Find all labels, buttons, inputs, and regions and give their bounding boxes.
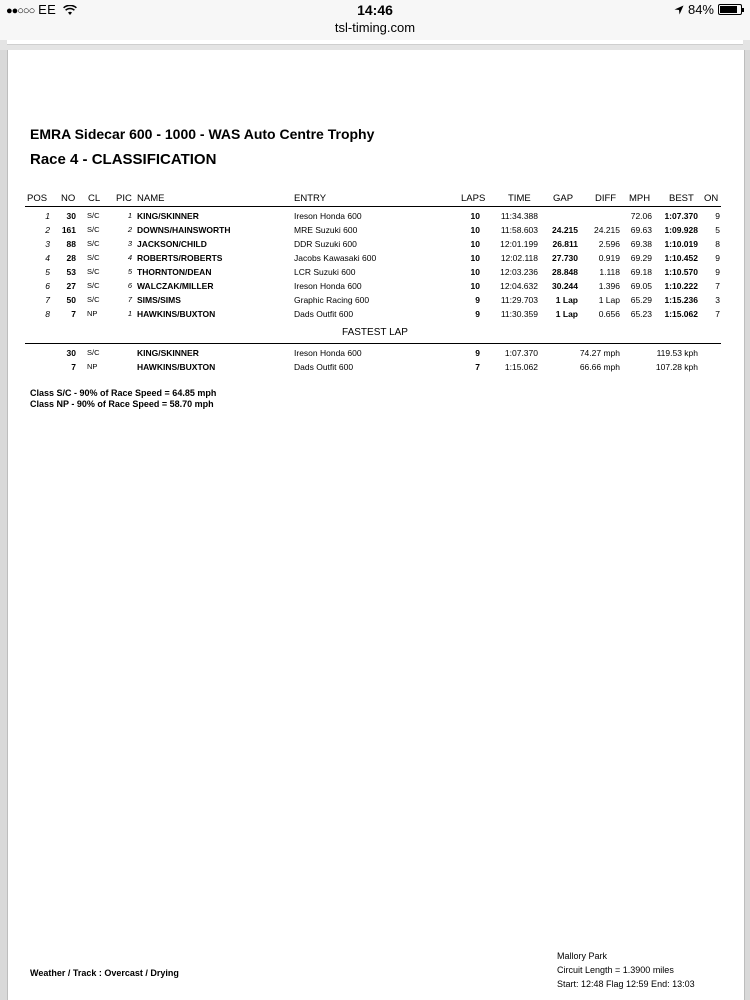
- cell-no: 28: [66, 253, 76, 263]
- cell-best: 1:10.452: [664, 253, 698, 263]
- race-speed-note: Class S/C - 90% of Race Speed = 64.85 mph: [30, 388, 217, 398]
- col-name: NAME: [137, 193, 165, 204]
- cell-no: 88: [66, 239, 76, 249]
- clock: 14:46: [357, 2, 393, 18]
- cell-best: 1:15.236: [664, 295, 698, 305]
- cell-cl: S/C: [87, 267, 100, 276]
- circuit-length: Circuit Length = 1.3900 miles: [557, 965, 674, 975]
- page-top-edge: [0, 40, 750, 50]
- col-best: BEST: [669, 193, 694, 204]
- race-title: Race 4 - CLASSIFICATION: [30, 151, 217, 168]
- table-row: [0, 267, 750, 281]
- cell-laps: 10: [470, 253, 480, 263]
- cell-speed-mph: 74.27 mph: [579, 348, 620, 358]
- cell-mph: 69.29: [630, 253, 652, 263]
- cell-time: 12:01.199: [500, 239, 538, 249]
- cell-pic: 2: [127, 225, 132, 234]
- cell-entry: DDR Suzuki 600: [294, 239, 357, 249]
- cell-pic: 7: [127, 295, 132, 304]
- table-row: [0, 239, 750, 253]
- cell-time: 12:02.118: [500, 253, 538, 263]
- col-pos: POS: [27, 193, 48, 204]
- cell-time: 11:29.703: [500, 295, 538, 305]
- cell-diff: 1 Lap: [598, 295, 620, 305]
- fastest-lap-divider: [25, 343, 721, 344]
- cell-no: 53: [66, 267, 76, 277]
- cell-on: 7: [715, 309, 720, 319]
- col-diff: DIFF: [595, 193, 617, 204]
- cell-time: 1:07.370: [504, 348, 538, 358]
- cell-name: KING/SKINNER: [137, 348, 199, 358]
- cell-name: SIMS/SIMS: [137, 295, 181, 305]
- col-laps: LAPS: [461, 193, 486, 204]
- cell-pos: 3: [45, 239, 50, 249]
- cell-name: JACKSON/CHILD: [137, 239, 207, 249]
- cell-entry: Dads Outfit 600: [294, 362, 354, 372]
- cell-diff: 0.919: [598, 253, 620, 263]
- cell-no: 30: [66, 348, 76, 358]
- cell-best: 1:09.928: [664, 225, 698, 235]
- cell-laps: 10: [470, 225, 480, 235]
- location-arrow-icon: [674, 5, 684, 15]
- cell-on: 9: [715, 211, 720, 221]
- cell-diff: 1.396: [598, 281, 620, 291]
- cell-name: HAWKINS/BUXTON: [137, 309, 216, 319]
- cell-pos: 5: [45, 267, 50, 277]
- cell-laps: 9: [475, 309, 480, 319]
- cell-pic: 1: [127, 309, 132, 318]
- col-no: NO: [61, 193, 76, 204]
- cell-cl: S/C: [87, 239, 100, 248]
- race-speed-note: Class NP - 90% of Race Speed = 58.70 mph: [30, 399, 214, 409]
- fastest-lap-heading: FASTEST LAP: [342, 327, 408, 338]
- cell-best: 1:10.570: [664, 267, 698, 277]
- cell-name: THORNTON/DEAN: [137, 267, 212, 277]
- cell-no: 50: [66, 295, 76, 305]
- cell-pos: 4: [45, 253, 50, 263]
- cell-pos: 6: [45, 281, 50, 291]
- battery-percent: 84%: [687, 2, 714, 17]
- cell-time: 11:58.603: [500, 225, 538, 235]
- event-title: EMRA Sidecar 600 - 1000 - WAS Auto Centre Trophy: [30, 126, 375, 142]
- cell-pic: 1: [127, 211, 132, 220]
- cell-time: 11:34.388: [500, 211, 538, 221]
- signal-icon: ●●○○○: [6, 5, 35, 17]
- col-mph: MPH: [629, 193, 651, 204]
- cell-diff: 2.596: [598, 239, 620, 249]
- cell-best: 1:15.062: [664, 309, 698, 319]
- table-row: [0, 211, 750, 225]
- battery-icon: [718, 4, 742, 15]
- col-on: ON: [704, 193, 719, 204]
- cell-name: HAWKINS/BUXTON: [137, 362, 216, 372]
- cell-cl: NP: [87, 362, 98, 371]
- cell-laps: 10: [470, 281, 480, 291]
- cell-on: 8: [715, 239, 720, 249]
- cell-speed-kph: 107.28 kph: [655, 362, 698, 372]
- carrier-name: EE: [38, 2, 57, 17]
- table-row: [0, 253, 750, 267]
- table-row: [0, 295, 750, 309]
- cell-pos: 7: [45, 295, 50, 305]
- col-pic: PIC: [116, 193, 132, 204]
- cell-gap: 27.730: [552, 253, 578, 263]
- cell-laps: 10: [470, 211, 480, 221]
- weather-info: Weather / Track : Overcast / Drying: [30, 968, 179, 978]
- col-gap: GAP: [553, 193, 574, 204]
- cell-time: 1:15.062: [504, 362, 538, 372]
- cell-speed-mph: 66.66 mph: [579, 362, 620, 372]
- cell-no: 27: [66, 281, 76, 291]
- cell-time: 11:30.359: [500, 309, 538, 319]
- cell-gap: 28.848: [552, 267, 578, 277]
- cell-mph: 69.05: [630, 281, 652, 291]
- cell-on: 9: [715, 253, 720, 263]
- cell-entry: Ireson Honda 600: [294, 211, 362, 221]
- cell-on: 5: [715, 225, 720, 235]
- cell-mph: 72.06: [630, 211, 652, 221]
- cell-mph: 69.63: [630, 225, 652, 235]
- cell-mph: 65.23: [630, 309, 652, 319]
- cell-entry: Jacobs Kawasaki 600: [294, 253, 377, 263]
- cell-on: 9: [715, 267, 720, 277]
- table-row: [0, 225, 750, 239]
- cell-mph: 69.18: [630, 267, 652, 277]
- cell-entry: MRE Suzuki 600: [294, 225, 358, 235]
- cell-pic: 4: [127, 253, 132, 262]
- cell-cl: S/C: [87, 253, 100, 262]
- cell-name: WALCZAK/MILLER: [137, 281, 214, 291]
- cell-on: 3: [715, 295, 720, 305]
- cell-pos: 1: [45, 211, 50, 221]
- cell-cl: S/C: [87, 225, 100, 234]
- cell-diff: 1.118: [599, 267, 620, 277]
- cell-name: DOWNS/HAINSWORTH: [137, 225, 231, 235]
- header-divider: [25, 206, 721, 207]
- cell-cl: S/C: [87, 295, 100, 304]
- cell-entry: Graphic Racing 600: [294, 295, 370, 305]
- cell-entry: LCR Suzuki 600: [294, 267, 356, 277]
- cell-time: 12:03.236: [500, 267, 538, 277]
- cell-cl: S/C: [87, 281, 100, 290]
- cell-mph: 65.29: [630, 295, 652, 305]
- cell-no: 161: [61, 225, 76, 235]
- col-cl: CL: [88, 193, 101, 204]
- circuit-name: Mallory Park: [557, 951, 608, 961]
- cell-gap: 1 Lap: [555, 309, 578, 319]
- cell-entry: Dads Outfit 600: [294, 309, 354, 319]
- cell-cl: NP: [87, 309, 98, 318]
- cell-best: 1:10.019: [664, 239, 698, 249]
- cell-no: 7: [71, 362, 76, 372]
- col-time: TIME: [508, 193, 531, 204]
- battery-status: [674, 2, 742, 17]
- table-row: [0, 362, 750, 376]
- cell-best: 1:07.370: [664, 211, 698, 221]
- cell-diff: 0.656: [598, 309, 620, 319]
- cell-laps: 9: [475, 295, 480, 305]
- cell-name: KING/SKINNER: [137, 211, 199, 221]
- cell-entry: Ireson Honda 600: [294, 281, 362, 291]
- cell-entry: Ireson Honda 600: [294, 348, 362, 358]
- cell-gap: 30.244: [552, 281, 578, 291]
- cell-cl: S/C: [87, 348, 100, 357]
- table-row: [0, 309, 750, 323]
- col-entry: ENTRY: [294, 193, 327, 204]
- cell-diff: 24.215: [594, 225, 620, 235]
- cell-speed-kph: 119.53 kph: [656, 348, 698, 358]
- table-row: [0, 348, 750, 362]
- cell-lap: 7: [475, 362, 480, 372]
- cell-pic: 3: [127, 239, 132, 248]
- cell-laps: 10: [470, 267, 480, 277]
- cell-cl: S/C: [87, 211, 100, 220]
- cell-pos: 2: [45, 225, 50, 235]
- cell-on: 7: [715, 281, 720, 291]
- cell-time: 12:04.632: [500, 281, 538, 291]
- cell-pos: 8: [45, 309, 50, 319]
- cell-lap: 9: [475, 348, 480, 358]
- cell-laps: 10: [470, 239, 480, 249]
- status-bar: [0, 0, 750, 40]
- cell-mph: 69.38: [630, 239, 652, 249]
- cell-no: 7: [71, 309, 76, 319]
- cell-pic: 6: [127, 281, 132, 290]
- url-bar[interactable]: tsl-timing.com: [334, 20, 416, 35]
- table-row: [0, 281, 750, 295]
- cell-best: 1:10.222: [664, 281, 698, 291]
- cell-no: 30: [66, 211, 76, 221]
- cell-name: ROBERTS/ROBERTS: [137, 253, 223, 263]
- cell-gap: 1 Lap: [555, 295, 578, 305]
- cell-gap: 26.811: [552, 239, 578, 249]
- cell-pic: 5: [127, 267, 132, 276]
- cell-gap: 24.215: [552, 225, 578, 235]
- session-times: Start: 12:48 Flag 12:59 End: 13:03: [557, 979, 695, 989]
